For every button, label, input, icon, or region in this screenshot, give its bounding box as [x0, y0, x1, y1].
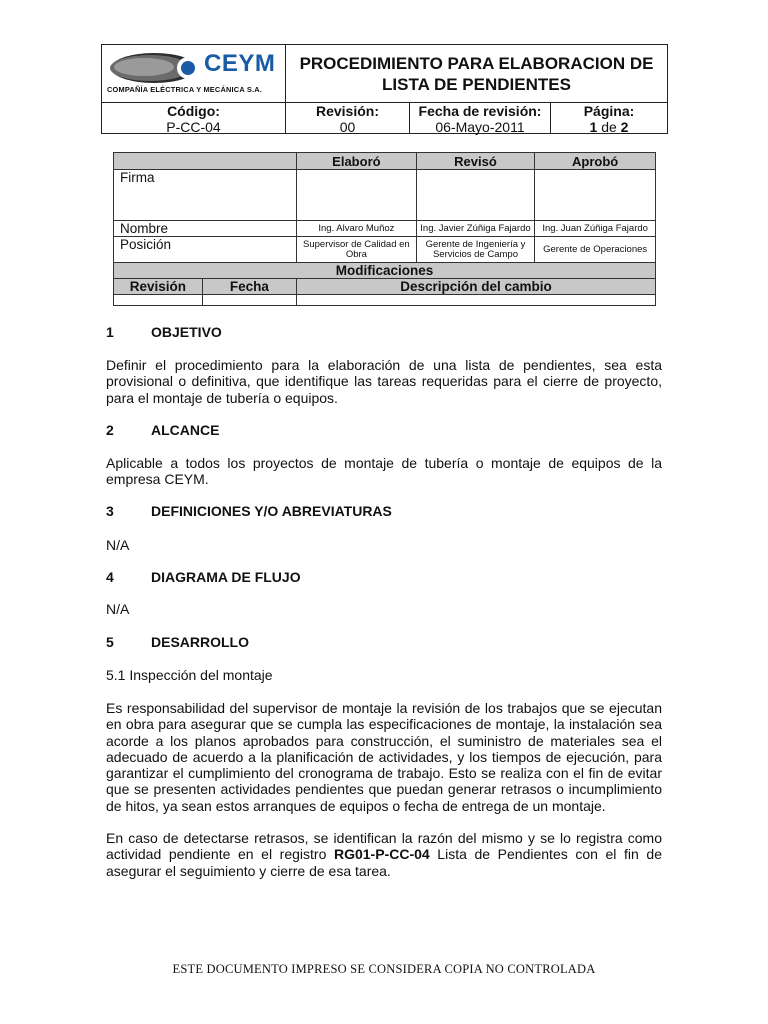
- section-number: 4: [106, 569, 114, 585]
- row-firma: Firma: [114, 170, 297, 221]
- row-nombre: Nombre: [114, 221, 297, 237]
- posicion-elaboro: Supervisor de Calidad en Obra: [297, 237, 417, 263]
- register-code: RG01-P-CC-04: [333, 846, 430, 863]
- pagina-cell: [551, 103, 667, 133]
- firma-reviso: [416, 170, 535, 221]
- row-posicion: Posición: [114, 237, 297, 263]
- section-title: DESARROLLO: [151, 634, 249, 650]
- section-5-heading: [106, 634, 249, 650]
- subsection-5-1-paragraph-1: Es responsabilidad del supervisor de montaje la revisión de los trabajos que se ejecutan en obra para asegurar que se cumpla las especificaciones de montaje, la instalación sea acorde a los planos aprobados para construcción, el suministro de materiales sea el adecuado de acuerdo a la planificación de actividades, y los tiempos de ejecución, para garantizar el cumplimiento del cronograma de trabajo. Esto se realiza con el fin de evitar que se presenten actividades pendientes que puedan generar retrasos o incumplimiento de hitos, ya sean estos arranques de equipos o fecha de entrega de un montaje.: [106, 700, 662, 814]
- subsection-5-1-title: 5.1 Inspección del montaje: [106, 667, 273, 683]
- codigo-cell: [102, 103, 286, 133]
- fecha-value: 06-Mayo-2011: [435, 119, 525, 135]
- section-title: DEFINICIONES Y/O ABREVIATURAS: [151, 503, 392, 519]
- section-number: 3: [106, 503, 114, 519]
- mod-col-fecha: Fecha: [202, 279, 296, 295]
- mod-col-descripcion: Descripción del cambio: [297, 279, 656, 295]
- company-logo: [102, 45, 286, 102]
- codigo-label: Código:: [167, 103, 220, 119]
- company-caption: COMPAÑÍA ELÉCTRICA Y MECÁNICA S.A.: [107, 85, 263, 94]
- approvals-table: [113, 152, 656, 306]
- mod-col-revision: Revisión: [114, 279, 203, 295]
- modificaciones-header: Modificaciones: [114, 263, 656, 279]
- revision-label: Revisión:: [315, 103, 379, 119]
- pagina-label: Página:: [583, 103, 635, 119]
- ceym-logo-icon: [110, 51, 206, 85]
- fecha-label: Fecha de revisión:: [418, 103, 542, 119]
- section-number: 5: [106, 634, 114, 650]
- pagina-de: de: [601, 119, 617, 135]
- col-elaboro: Elaboró: [297, 153, 417, 170]
- nombre-elaboro: Ing. Alvaro Muñoz: [297, 221, 417, 237]
- section-4-heading: [106, 569, 301, 585]
- col-reviso: Revisó: [416, 153, 535, 170]
- uncontrolled-copy-footer: ESTE DOCUMENTO IMPRESO SE CONSIDERA COPIA NO CONTROLADA: [172, 962, 596, 976]
- document-title: [286, 45, 667, 102]
- nombre-reviso: Ing. Javier Zúñiga Fajardo: [416, 221, 535, 237]
- logo-wordmark: CEYM: [204, 50, 276, 77]
- mod-empty-revision: [114, 295, 203, 306]
- posicion-reviso: Gerente de Ingeniería y Servicios de Campo: [416, 237, 535, 263]
- approvals-corner: [114, 153, 297, 170]
- title-line-1: PROCEDIMIENTO PARA ELABORACION DE: [299, 54, 654, 73]
- revision-cell: [286, 103, 410, 133]
- section-number: 2: [106, 422, 114, 438]
- section-title: ALCANCE: [151, 422, 220, 438]
- pagina-value: [551, 119, 667, 135]
- header-meta-row: [102, 102, 667, 133]
- subsection-5-1-paragraph-2: [106, 830, 662, 879]
- section-1-heading: [106, 324, 222, 340]
- mod-empty-fecha: [202, 295, 296, 306]
- firma-elaboro: [297, 170, 417, 221]
- section-3-heading: [106, 503, 392, 519]
- revision-value: 00: [339, 119, 356, 135]
- col-aprobo: Aprobó: [535, 153, 656, 170]
- nombre-aprobo: Ing. Juan Zúñiga Fajardo: [535, 221, 656, 237]
- document-header: [101, 44, 668, 134]
- section-number: 1: [106, 324, 114, 340]
- section-title: OBJETIVO: [151, 324, 222, 340]
- title-line-2: LISTA DE PENDIENTES: [382, 75, 571, 94]
- codigo-value: P-CC-04: [166, 119, 221, 135]
- mod-empty-descripcion: [297, 295, 656, 306]
- fecha-cell: [410, 103, 551, 133]
- paragraph-text: Lista de Pendientes con el fin de asegurar el seguimiento y cierre de esa tarea.: [106, 846, 662, 879]
- pagina-total: 2: [620, 119, 629, 135]
- section-2-text: Aplicable a todos los proyectos de montaje de tubería o montaje de equipos de la empresa CEYM.: [106, 455, 662, 488]
- section-2-heading: [106, 422, 219, 438]
- section-3-text: N/A: [106, 537, 130, 553]
- pagina-current: 1: [589, 119, 598, 135]
- posicion-aprobo: Gerente de Operaciones: [535, 237, 656, 263]
- firma-aprobo: [535, 170, 656, 221]
- section-1-text: Definir el procedimiento para la elaboración de una lista de pendientes, sea esta provisional o definitiva, que identifique las tareas requeridas para el cierre de proyecto, para el montaje de tubería o equipos.: [106, 357, 662, 406]
- paragraph-text: En caso de detectarse retrasos, se identifican la razón del mismo y se lo registra como actividad pendiente en el registro: [106, 830, 662, 863]
- section-title: DIAGRAMA DE FLUJO: [151, 569, 301, 585]
- section-4-text: N/A: [106, 601, 130, 617]
